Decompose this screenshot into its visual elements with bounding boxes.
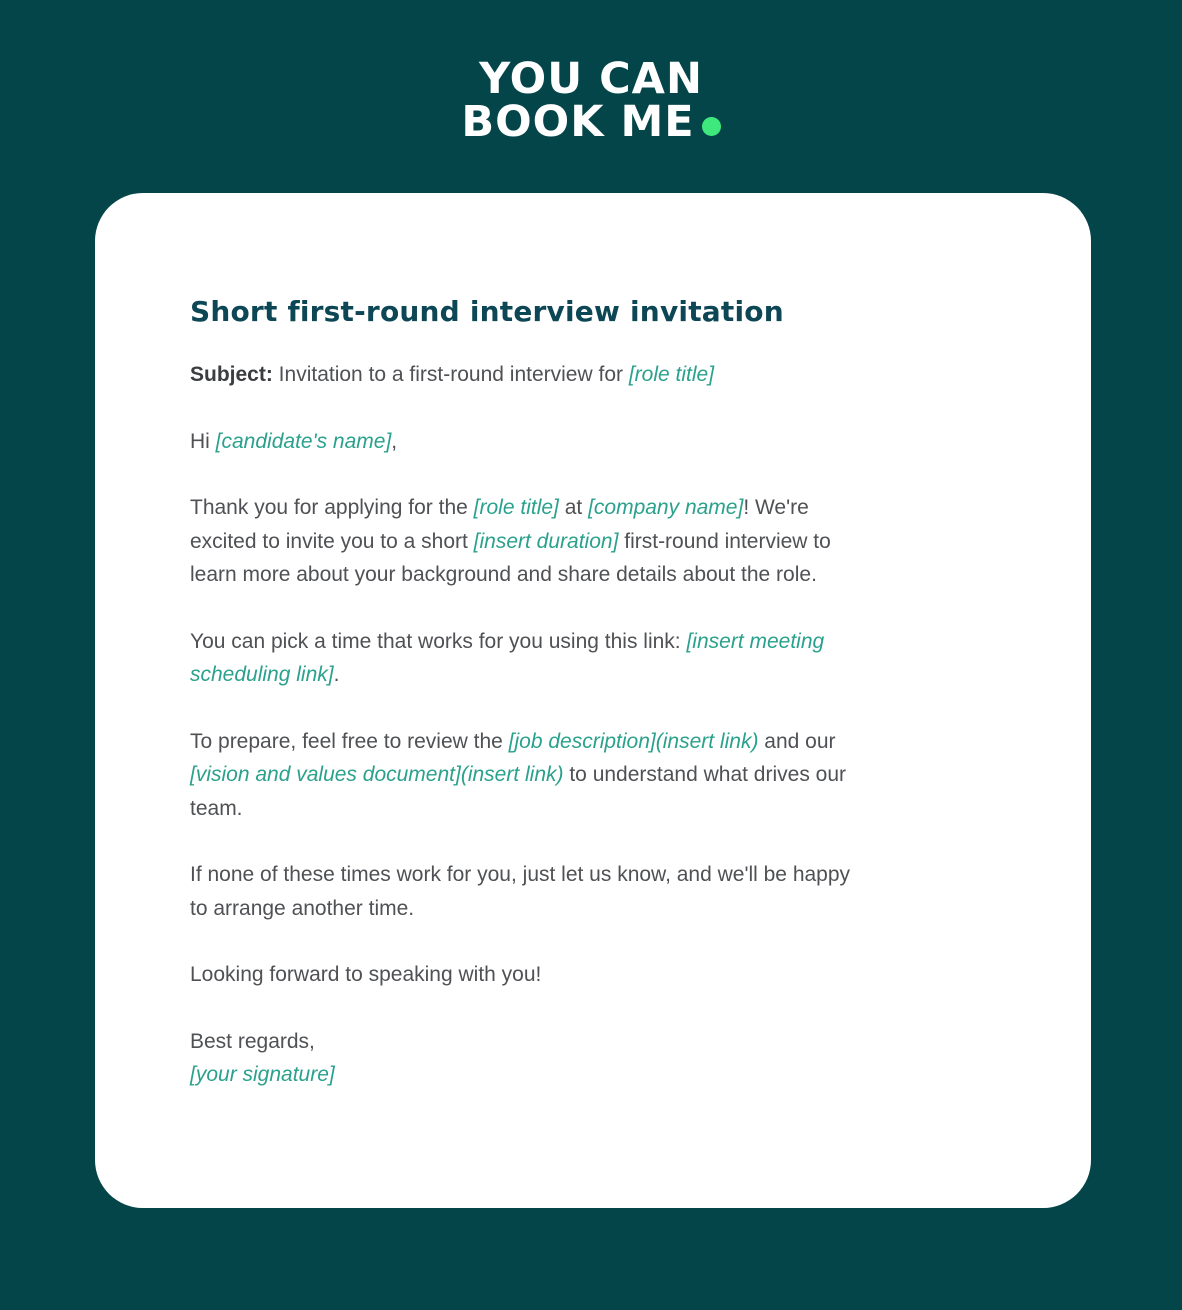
placeholder-text: [insert meeting	[686, 629, 825, 653]
body-text: to understand what drives our	[563, 763, 847, 786]
logo-text-you-can: YOU CAN	[479, 54, 703, 104]
logo-line-1	[0, 54, 1182, 104]
body-text: Subject:	[190, 363, 273, 386]
youcanbookme-logo	[0, 54, 1182, 147]
logo-line-2	[0, 97, 1182, 147]
body-text: first-round interview to	[618, 529, 831, 553]
body-text: excited to invite you to a short	[190, 529, 474, 553]
looking-forward-paragraph	[190, 958, 1003, 992]
body-text: Hi	[190, 429, 216, 453]
logo-dot-icon	[702, 117, 721, 136]
body-text: team.	[190, 796, 243, 820]
scheduling-link-paragraph	[190, 625, 1003, 692]
alternative-times-paragraph	[190, 858, 1003, 925]
placeholder-text: [vision and values document](insert link)	[190, 763, 564, 786]
thank-you-paragraph	[190, 491, 1003, 592]
placeholder-text: [your signature]	[190, 1063, 335, 1086]
signoff-paragraph	[190, 1025, 1003, 1092]
body-text: Best regards,	[190, 1029, 315, 1053]
placeholder-text: [candidate's name]	[215, 429, 392, 453]
body-text: You can pick a time that works for you using this link:	[190, 629, 687, 653]
body-text: .	[333, 663, 340, 686]
body-text: To prepare, feel free to review the	[190, 729, 509, 753]
placeholder-text: [company name]	[588, 496, 744, 519]
greeting-line	[190, 425, 1003, 459]
placeholder-text: scheduling link]	[190, 663, 334, 686]
placeholder-text: [job description](insert link)	[508, 729, 759, 753]
body-text: learn more about your background and share details about the role.	[190, 563, 817, 586]
prepare-paragraph	[190, 725, 1003, 826]
body-text: If none of these times work for you, just let us know, and we'll be happy	[190, 863, 851, 886]
logo-text-book-me: BOOK ME	[461, 97, 695, 147]
subject-line	[190, 358, 1003, 392]
placeholder-text: [role title]	[473, 496, 559, 519]
body-text: at	[558, 496, 589, 519]
placeholder-text: [insert duration]	[473, 529, 619, 553]
template-title: Short first-round interview invitation	[190, 295, 784, 328]
body-text: Invitation to a first-round interview for	[272, 363, 629, 386]
body-text: ,	[391, 429, 398, 453]
body-text: to arrange another time.	[190, 896, 415, 920]
body-text: Thank you for applying for the	[190, 496, 474, 519]
email-template-card	[95, 193, 1091, 1208]
body-text: and our	[758, 729, 836, 753]
email-body	[190, 358, 1003, 1092]
body-text: Looking forward to speaking with you!	[190, 963, 542, 986]
placeholder-text: [role title]	[628, 363, 715, 386]
body-text: ! We're	[743, 496, 809, 519]
